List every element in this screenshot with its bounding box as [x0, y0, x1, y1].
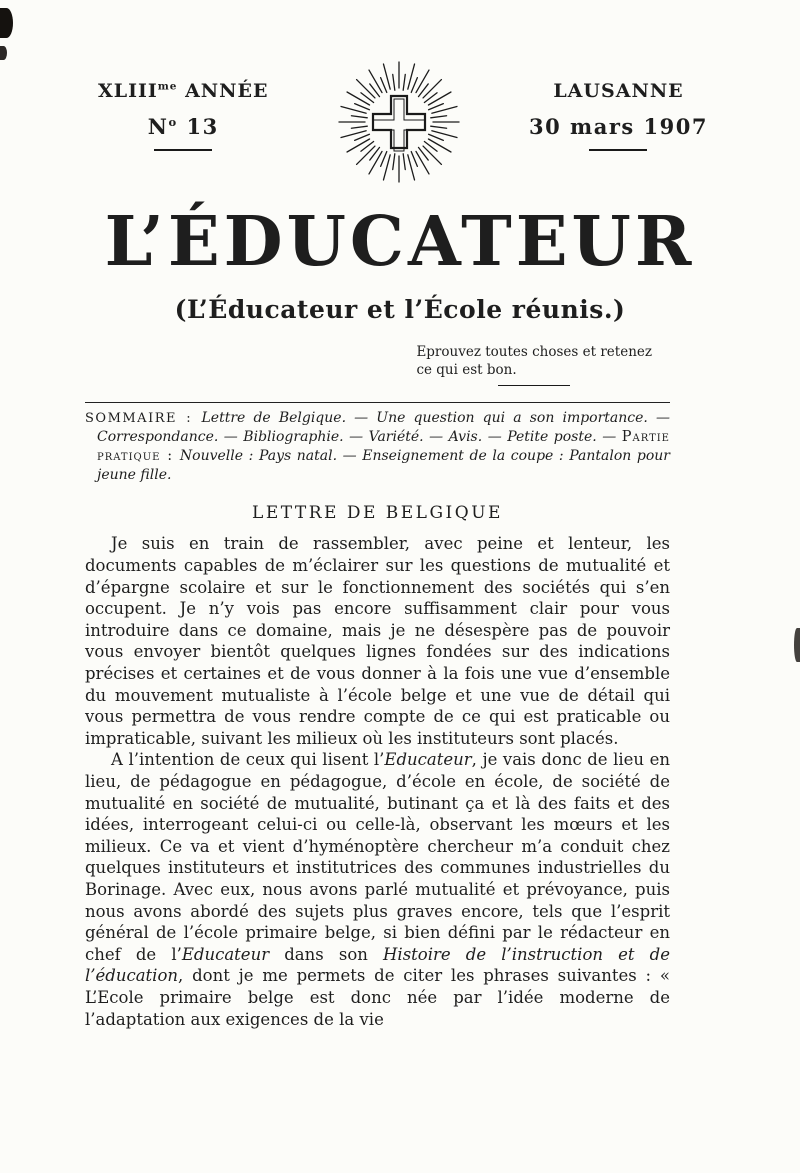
sunburst-cross-emblem	[332, 50, 466, 192]
journal-title: L’ÉDUCATEUR	[104, 202, 696, 282]
paragraph-text: Je suis en train de rassembler, avec peine et lenteur, les documents capables de m’éclairer sur les questions de mutualité et d’épargne scolaire et sur le fonctionnement des sociétés qui s’en occupent. Je n’y vois pas encore suffisamment clair pour vous introduire dans ce domaine, mais je ne désespère pas de pouvoir vous envoyer bientôt quelques lignes fondées sur des indications précises et certaines et de vous donner à la fois une vue d’ensemble du mouvement mutualiste à l’école belge et une vue de détail qui vous permettra de vous rendre compte de ce qui est praticable ou impraticable, suivant les milieux où les instituteurs sont placés.	[85, 534, 670, 748]
city-label: LAUSANNE	[553, 80, 684, 102]
year-superscript: me	[157, 80, 178, 93]
motto-line-2: ce qui est bon.	[416, 361, 517, 378]
summary-items-2: Nouvelle : Pays natal. — Enseignement de la coupe : Pantalon pour jeune fille.	[97, 448, 670, 484]
year-word: ANNÉE	[177, 80, 269, 102]
paragraph-text: , dont je me permets de citer les phrases suivantes : « L’Ecole primaire belge est donc née par l’idée moderne de l’adaptation aux exigences de la vie	[85, 966, 670, 1029]
summary-block	[85, 402, 670, 485]
issue-digits: 13	[177, 114, 219, 139]
sunburst-cross-icon	[332, 50, 466, 192]
paragraph-text: A l’intention de ceux qui lisent l’	[111, 750, 385, 770]
paragraph-text: dans son	[269, 944, 384, 964]
issue-info	[98, 80, 269, 151]
summary-label: SOMMAIRE :	[85, 411, 202, 427]
journal-subtitle: (L’Éducateur et l’École réunis.)	[174, 295, 626, 325]
year-line	[98, 80, 269, 102]
italic-book-title: Histoire de l’instruction et de l’éducation	[85, 944, 670, 986]
issue-number	[98, 114, 269, 139]
motto-rule	[498, 385, 570, 386]
scan-artifact	[0, 46, 7, 60]
year-number: XLIII	[98, 80, 158, 102]
masthead-rule-left	[154, 149, 212, 151]
scan-artifact	[794, 628, 800, 662]
place-date	[529, 80, 708, 151]
italic-journal-name: Educateur	[384, 750, 472, 770]
article-paragraph-1	[85, 533, 670, 749]
italic-journal-name: Educateur	[181, 944, 270, 964]
article-paragraph-2	[85, 749, 670, 1030]
content-column	[85, 402, 670, 1030]
motto-line-1: Eprouvez toutes choses et retenez	[416, 344, 652, 361]
partie-pratique-label: Partie pratique :	[97, 429, 670, 465]
article-heading: LETTRE DE BELGIQUE	[252, 503, 503, 524]
issue-date: 30 mars 1907	[528, 114, 708, 139]
issue-n: N	[147, 114, 169, 139]
paragraph-text: , je vais donc de lieu en lieu, de pédagogue en pédagogue, d’école en école, de société de mutualité en société de mutualité, butinant ça et là des faits et des idées, interrogeant celui-ci ou celle-là, observant les mœurs et les milieux. Ce va et vient d’hyménoptère chercheur m’a conduit chez quelques instituteurs et institutrices des communes industrielles du Borinage. Avec eux, nous avons parlé mutualité et prévoyance, puis nous avons abordé des sujets plus graves encore, tels que l’esprit général de l’école primaire belge, si bien défini par le rédacteur en chef de l’	[85, 750, 670, 964]
issue-superscript: o	[168, 115, 178, 129]
masthead	[0, 0, 800, 192]
scan-artifact	[0, 8, 13, 38]
summary-items: Lettre de Belgique. — Une question qui a son importance. — Correspondance. — Bibliographie. — Variété. — Avis. — Petite poste. —	[97, 410, 670, 446]
masthead-rule-right	[589, 149, 647, 151]
motto	[416, 344, 652, 386]
